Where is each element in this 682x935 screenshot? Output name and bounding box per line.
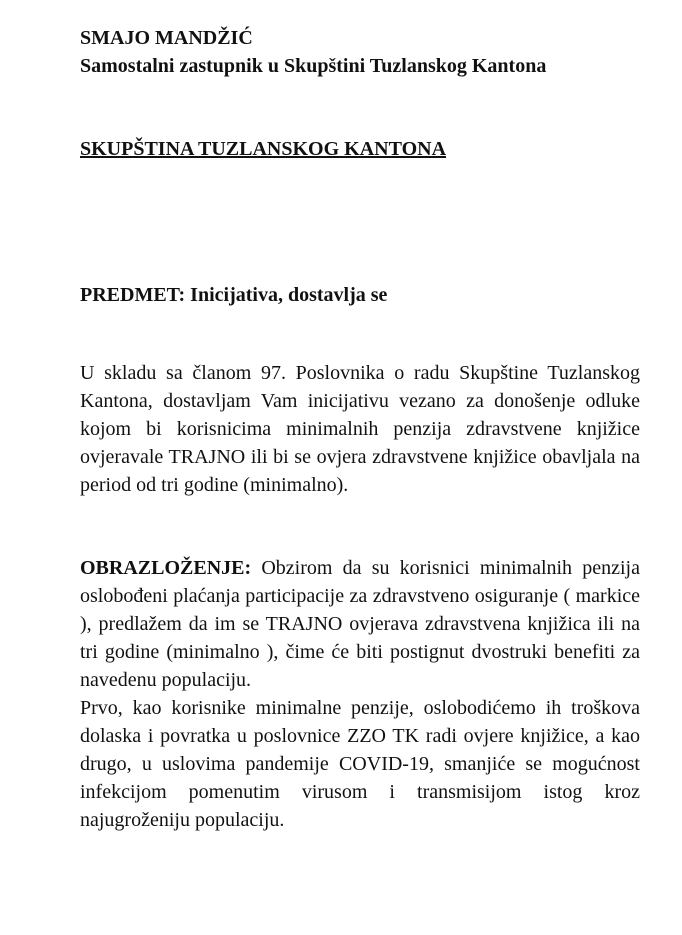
recipient-heading: SKUPŠTINA TUZLANSKOG KANTONA <box>80 138 447 160</box>
author-title: Samostalni zastupnik u Skupštini Tuzlanskog Kantona <box>80 55 547 77</box>
rationale-paragraph-2: Prvo, kao korisnike minimalne penzije, oslobodićemo ih troškova dolaska i povratka u poslovnice ZZO TK radi ovjere knjižice, a kao drugo, u uslovima pandemije COVID-19, smanjiće se mogućnost infekcijom pomenutim virusom i transmisijom istog kroz najugroženiju populaciju. <box>80 697 640 831</box>
author-name: SMAJO MANDŽIĆ <box>80 27 253 49</box>
intro-paragraph: U skladu sa članom 97. Poslovnika o radu Skupštine Tuzlanskog Kantona, dostavljam Vam inicijativu vezano za donošenje odluke kojom bi korisnicima minimalnih penzija zdravstvene knjižice ovjeravale TRAJNO ili bi se ovjera zdravstvene knjižice obavljala na period od tri godine (minimalno). <box>80 362 640 496</box>
subject-line: PREDMET: Inicijativa, dostavlja se <box>80 284 388 306</box>
rationale-block <box>80 554 640 834</box>
author-block <box>80 24 640 80</box>
rationale-paragraph <box>80 554 640 694</box>
rationale-label: OBRAZLOŽENJE: <box>80 557 252 579</box>
rationale-text: Obzirom da su korisnici minimalnih penzija oslobođeni plaćanja participacije za zdravstveno osiguranje ( markice ), predlažem da im se TRAJNO ovjerava zdravstvena knjižica ili na tri godine (minimalno ), čime će biti postignut dvostruki benefiti za navedenu populaciju. <box>80 557 640 691</box>
